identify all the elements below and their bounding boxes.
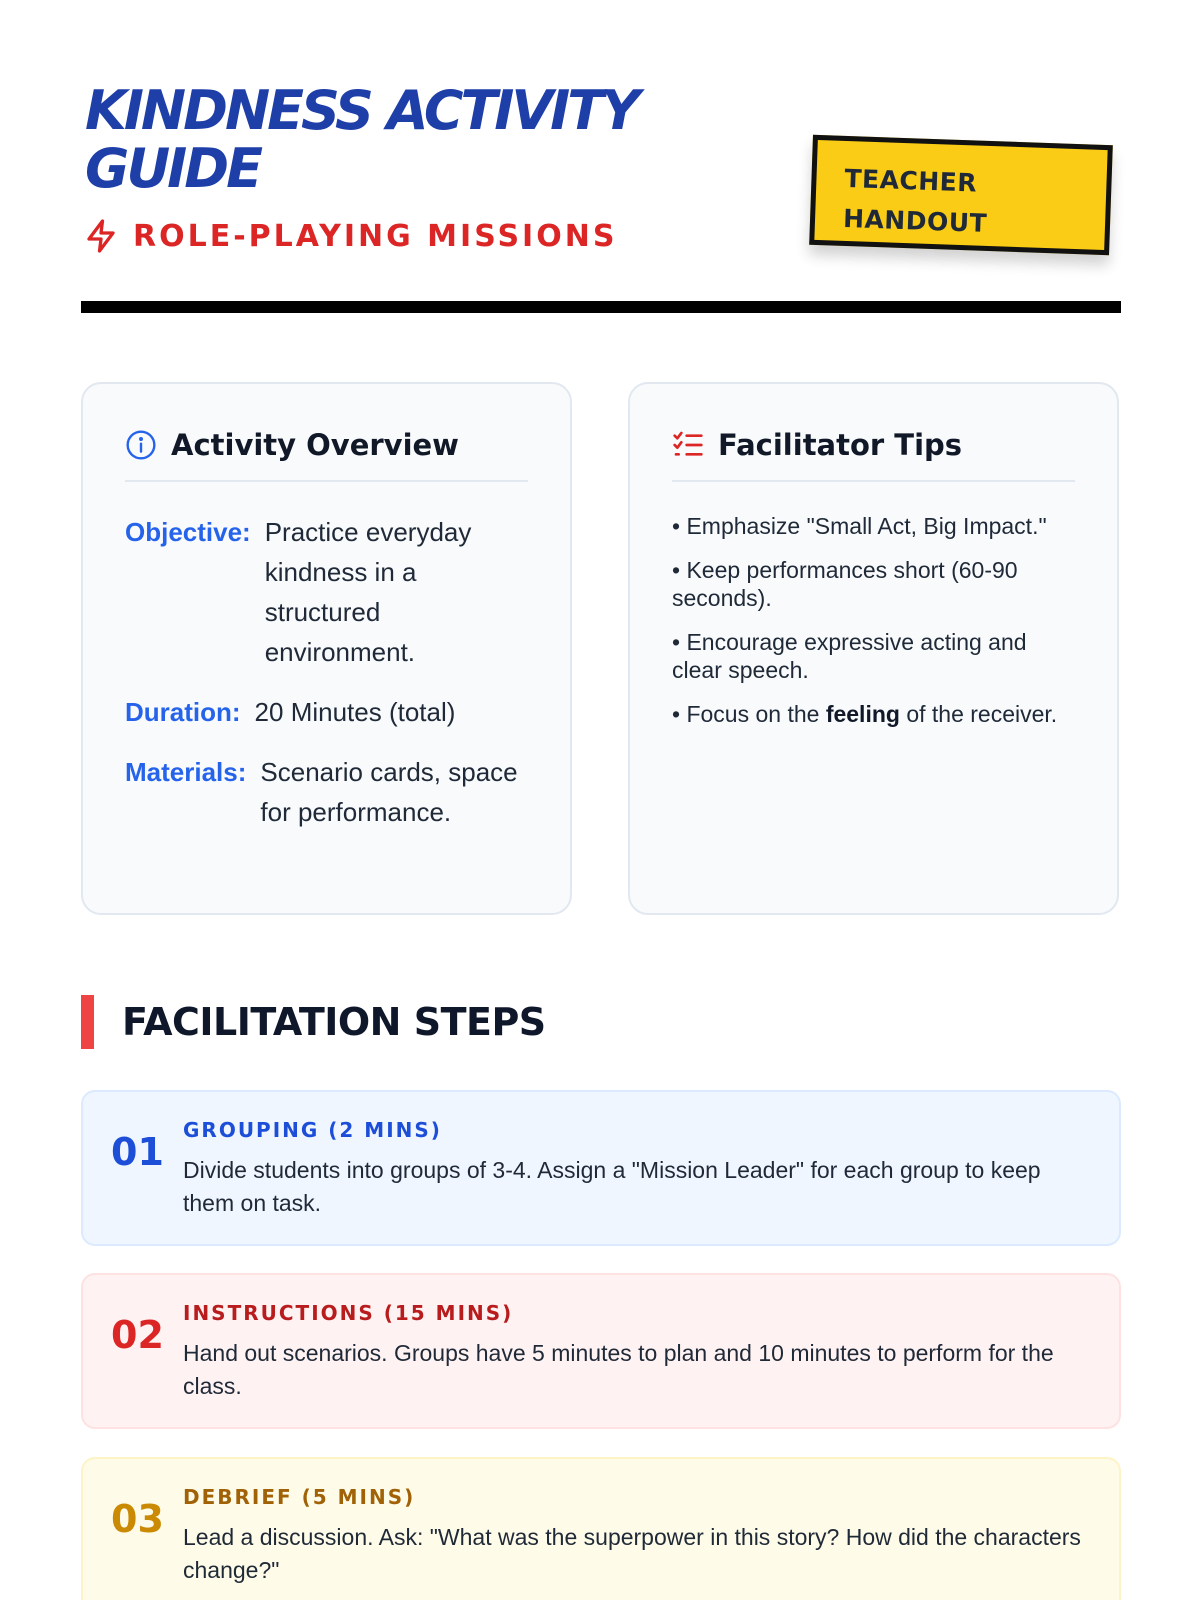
duration-label: Duration:: [125, 697, 241, 727]
step-description: Lead a discussion. Ask: "What was the superpower in this story? How did the characters change?": [183, 1524, 1081, 1583]
tip-item: [672, 700, 1075, 728]
objective-value: Practice everyday kindness in a structured environment.: [264, 517, 472, 667]
step-label: GROUPING (2 MINS): [183, 1118, 442, 1142]
step-number: 03: [111, 1497, 164, 1541]
step-body: [183, 1485, 1091, 1600]
page-title: KINDNESS ACTIVITY GUIDE: [85, 79, 638, 200]
overview-row-objective: [125, 512, 528, 672]
step-label: INSTRUCTIONS (15 MINS): [183, 1301, 514, 1325]
tip-item: • Encourage expressive acting and clear speech.: [672, 629, 1027, 683]
tip-emphasis: feeling: [825, 701, 900, 727]
step-number: 01: [111, 1130, 164, 1174]
stamp-text: TEACHER HANDOUT: [842, 163, 988, 238]
step-card-debrief: [81, 1457, 1121, 1600]
objective-label: Objective:: [125, 517, 251, 547]
tip-text: • Focus on the: [672, 701, 826, 727]
step-card-instructions: [81, 1273, 1121, 1429]
tips-title: Facilitator Tips: [718, 428, 963, 462]
step-description: Divide students into groups of 3-4. Assign a "Mission Leader" for each group to keep them on task.: [183, 1157, 1041, 1216]
steps-section-header: [81, 995, 546, 1049]
tip-item: • Keep performances short (60-90 seconds).: [672, 557, 1018, 611]
materials-value: Scenario cards, space for performance.: [260, 757, 518, 827]
checklist-icon: [672, 429, 704, 461]
step-card-grouping: [81, 1090, 1121, 1246]
overview-row-duration: [125, 692, 528, 732]
step-label: DEBRIEF (5 MINS): [183, 1485, 416, 1509]
tip-text: of the receiver.: [899, 701, 1058, 727]
tip-item: • Emphasize "Small Act, Big Impact.": [672, 513, 1047, 539]
lightning-icon: [83, 218, 119, 254]
handout-page: [81, 0, 1121, 1600]
duration-value: 20 Minutes (total): [254, 697, 456, 727]
overview-header: [125, 428, 528, 482]
step-number: 02: [111, 1313, 164, 1357]
steps-title: FACILITATION STEPS: [122, 1000, 546, 1044]
overview-row-materials: [125, 752, 528, 832]
activity-overview-card: [81, 382, 572, 915]
subtitle-text: ROLE-PLAYING MISSIONS: [133, 218, 618, 254]
step-body: [183, 1301, 1091, 1427]
page-subtitle: [83, 218, 617, 254]
teacher-handout-stamp: [809, 135, 1113, 255]
section-accent-bar: [81, 995, 94, 1049]
materials-label: Materials:: [125, 757, 247, 787]
step-body: [183, 1118, 1091, 1244]
overview-title: Activity Overview: [171, 428, 459, 462]
tips-header: [672, 428, 1075, 482]
header-divider: [81, 301, 1121, 313]
step-description: Hand out scenarios. Groups have 5 minutes to plan and 10 minutes to perform for the class.: [183, 1340, 1054, 1399]
info-icon: [125, 429, 157, 461]
facilitator-tips-card: [628, 382, 1119, 915]
